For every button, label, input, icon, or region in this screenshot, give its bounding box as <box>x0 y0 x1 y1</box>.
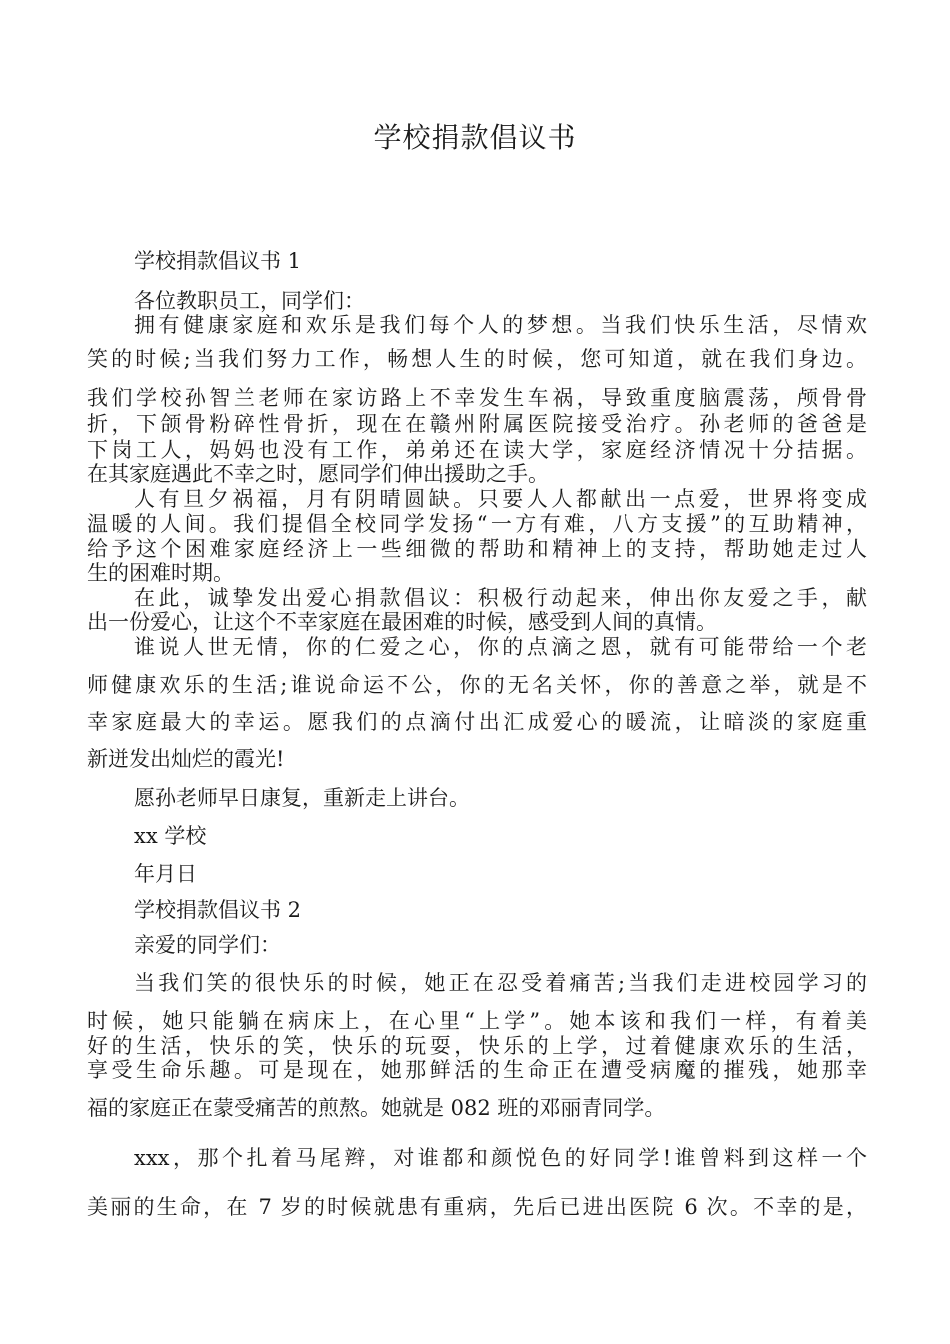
document-title: 学校捐款倡议书 <box>373 121 577 154</box>
paragraph-line: 新迸发出灿烂的霞光! <box>87 747 285 771</box>
paragraph-line: 谁说人世无情，你的仁爱之心，你的点滴之恩，就有可能带给一个老 <box>134 635 867 659</box>
paragraph-line: 拥有健康家庭和欢乐是我们每个人的梦想。当我们快乐生活，尽情欢 <box>134 313 867 337</box>
paragraph-line: 福的家庭正在蒙受痛苦的煎熬。她就是 082 班的邓丽青同学。 <box>87 1096 666 1120</box>
paragraph-line: 出一份爱心，让这个不幸家庭在最困难的时候，感受到人间的真情。 <box>87 610 717 634</box>
paragraph-line: 当我们笑的很快乐的时候，她正在忍受着痛苦;当我们走进校园学习的 <box>134 971 867 995</box>
paragraph-line: 幸家庭最大的幸运。愿我们的点滴付出汇成爱心的暖流，让暗淡的家庭重 <box>87 710 867 734</box>
paragraph-line: 师健康欢乐的生活;谁说命运不公，你的无名关怀，你的善意之举，就是不 <box>87 673 867 697</box>
paragraph-line: 人有旦夕祸福，月有阴晴圆缺。只要人人都献出一点爱，世界将变成 <box>134 487 867 511</box>
salutation-1: 各位教职员工，同学们： <box>134 289 365 313</box>
paragraph-line: 享受生命乐趣。可是现在，她那鲜活的生命正在遭受病魔的摧残，她那幸 <box>87 1058 867 1082</box>
paragraph-line: 美丽的生命，在 7 岁的时候就患有重病，先后已进出医院 6 次。不幸的是， <box>87 1195 867 1219</box>
section-heading-1: 学校捐款倡议书 1 <box>134 249 302 273</box>
paragraph-line: 下岗工人，妈妈也没有工作，弟弟还在读大学，家庭经济情况十分拮据。 <box>87 438 867 462</box>
section-heading-2: 学校捐款倡议书 2 <box>134 898 302 922</box>
paragraph-line: 在此，诚挚发出爱心捐款倡议：积极行动起来，伸出你友爱之手，献 <box>134 586 867 610</box>
paragraph-line: 在其家庭遇此不幸之时，愿同学们伸出援助之手。 <box>87 462 549 486</box>
paragraph-line: 给予这个困难家庭经济上一些细微的帮助和精神上的支持，帮助她走过人 <box>87 537 867 561</box>
paragraph-line: 时候，她只能躺在病床上，在心里“上学”。她本该和我们一样，有着美 <box>87 1009 867 1033</box>
paragraph-line: 我们学校孙智兰老师在家访路上不幸发生车祸，导致重度脑震荡，颅骨骨 <box>87 386 867 410</box>
paragraph-line: 生的困难时期。 <box>87 561 234 585</box>
paragraph-line: 好的生活，快乐的笑，快乐的玩耍，快乐的上学，过着健康欢乐的生活， <box>87 1034 867 1058</box>
paragraph-line: 温暖的人间。我们提倡全校同学发扬“一方有难，八方支援”的互助精神， <box>87 512 867 536</box>
paragraph-line: 折，下颌骨粉碎性骨折，现在在赣州附属医院接受治疗。孙老师的爸爸是 <box>87 412 867 436</box>
signature-date: 年月日 <box>134 862 197 886</box>
paragraph-line: xxx，那个扎着马尾辫，对谁都和颜悦色的好同学!谁曾料到这样一个 <box>134 1146 867 1170</box>
paragraph-line: 笑的时候;当我们努力工作，畅想人生的时候，您可知道，就在我们身边。 <box>87 347 867 371</box>
salutation-2: 亲爱的同学们： <box>134 933 281 957</box>
closing-wish: 愿孙老师早日康复，重新走上讲台。 <box>134 786 470 810</box>
signature-school: xx 学校 <box>134 824 207 848</box>
